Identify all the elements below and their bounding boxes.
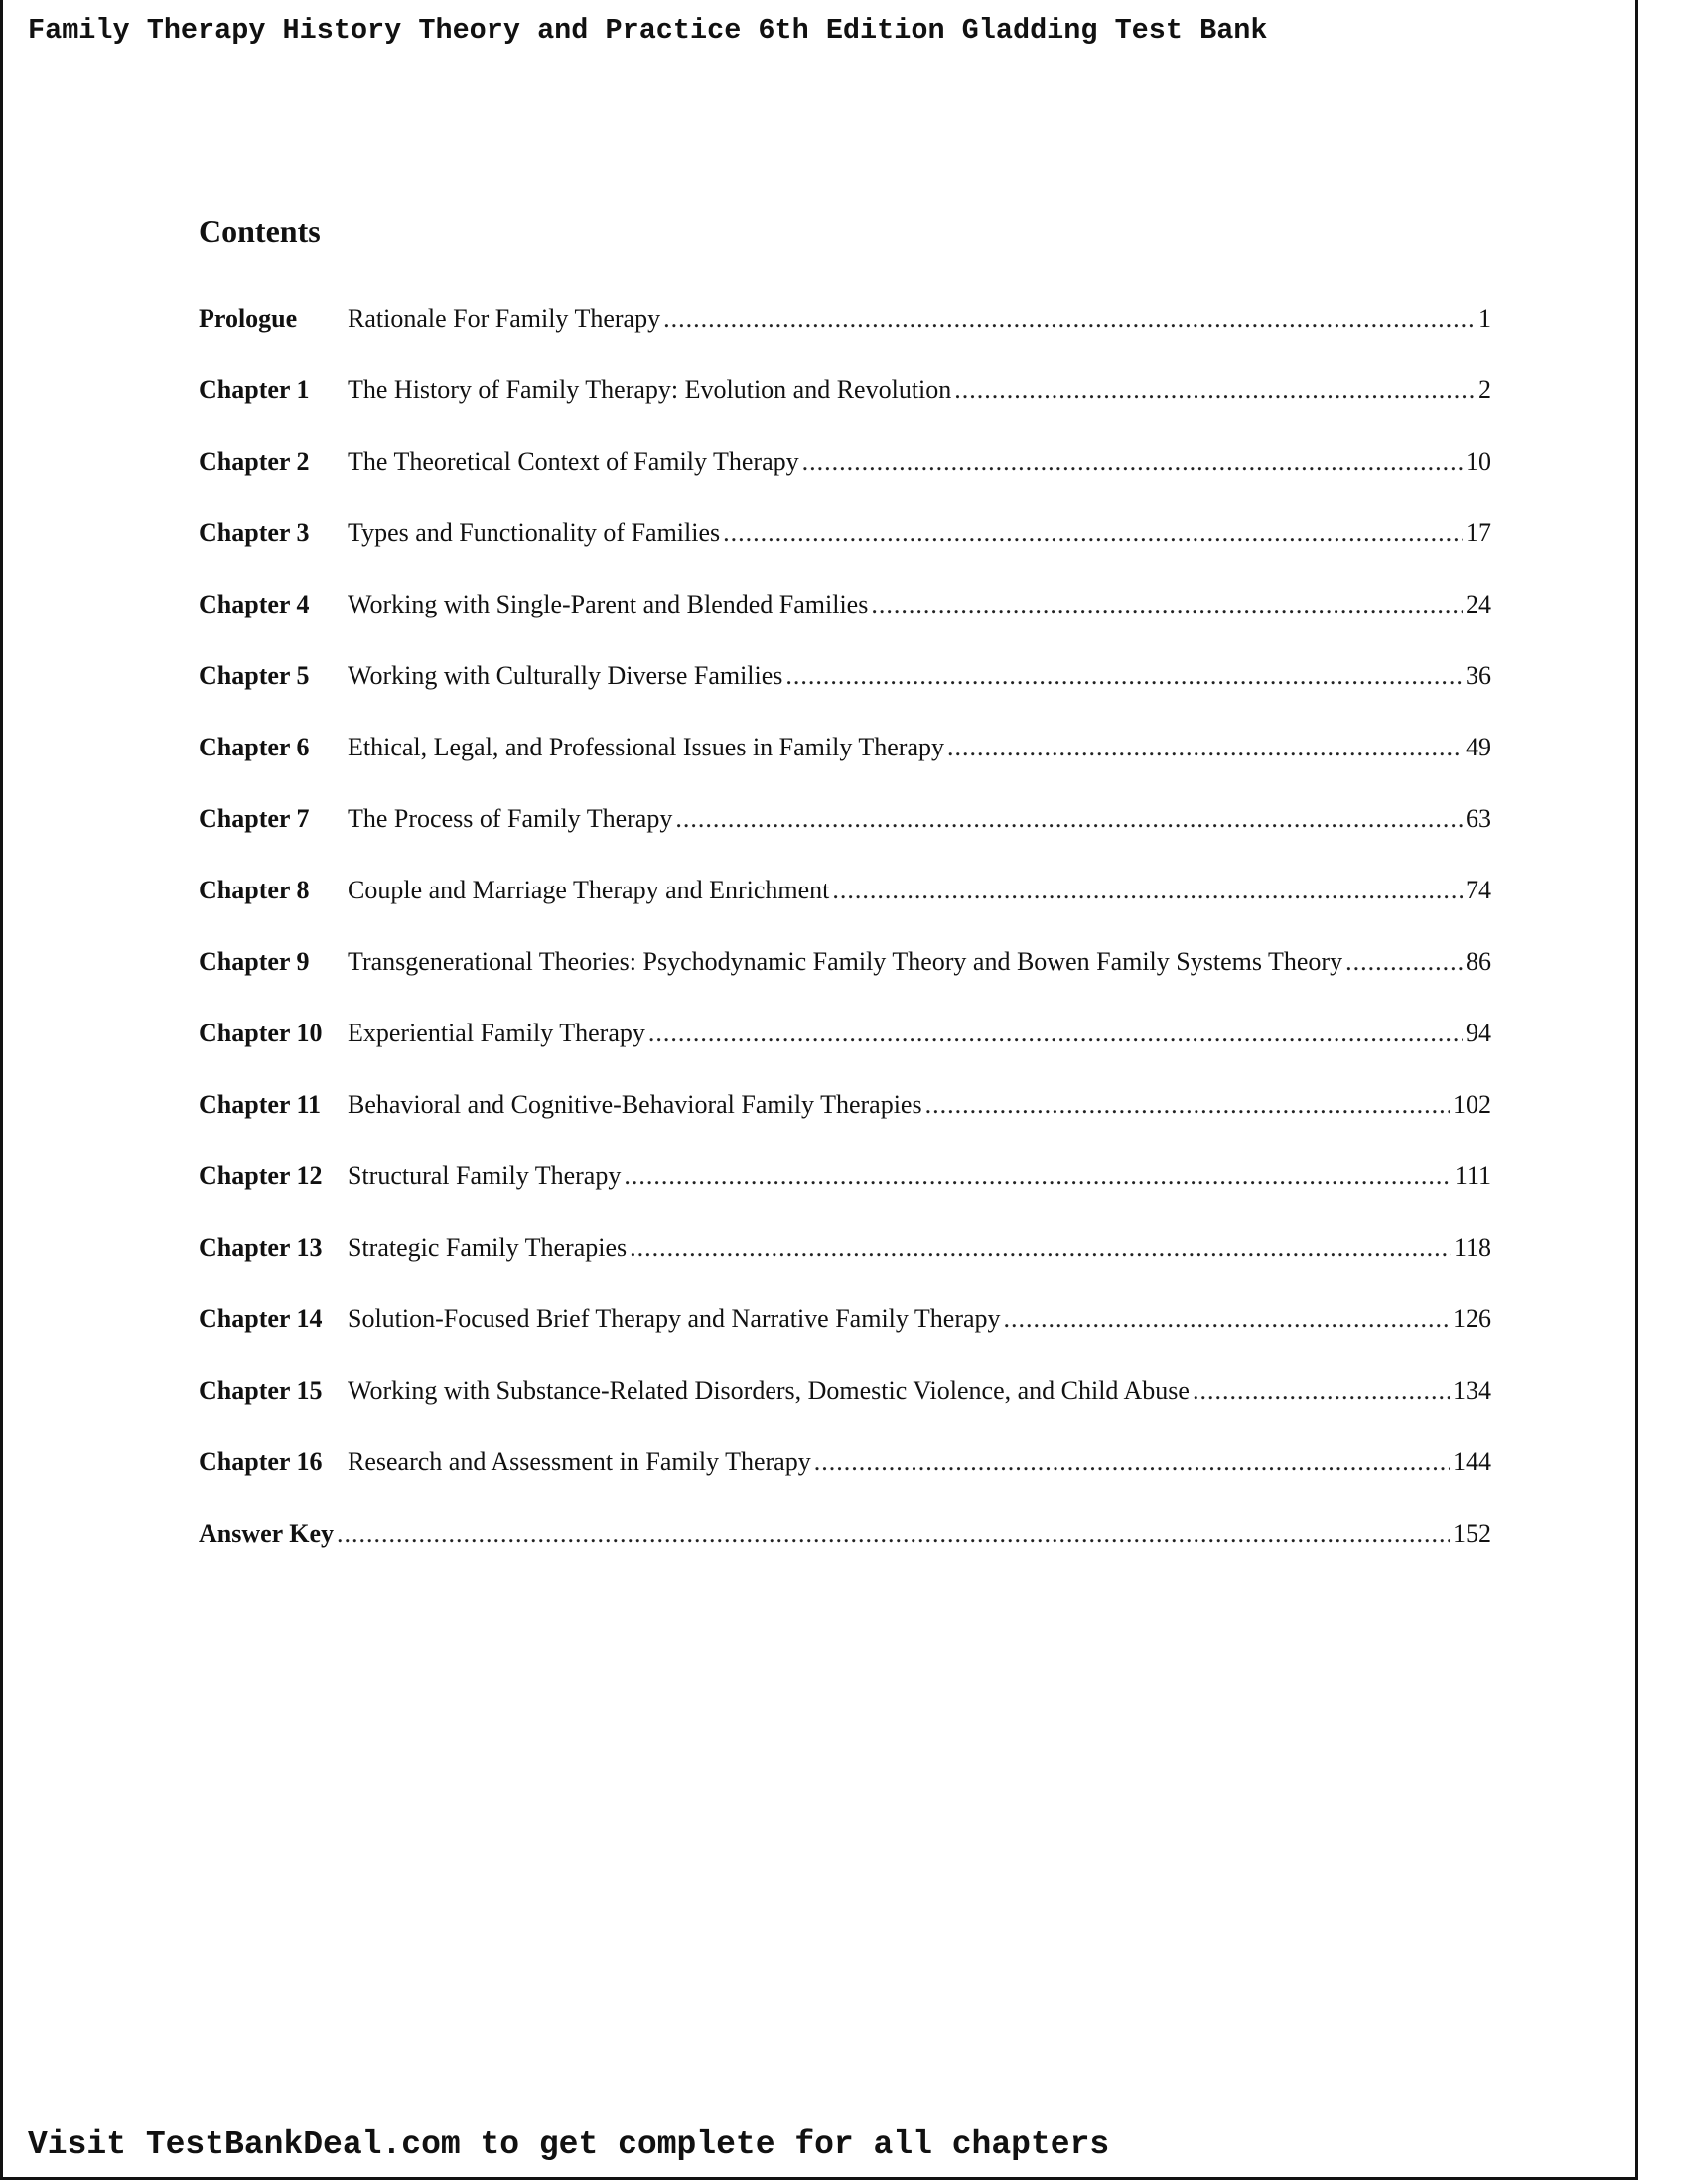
- toc-dot-leader: [1193, 1376, 1450, 1406]
- toc-entry-title: Rationale For Family Therapy: [348, 304, 661, 333]
- toc-dot-leader: [675, 804, 1463, 834]
- toc-entry-page: 86: [1466, 947, 1491, 976]
- toc-entry-title: Research and Assessment in Family Therapy: [348, 1447, 811, 1476]
- toc-entry-title: Working with Culturally Diverse Families: [348, 661, 783, 690]
- toc-entry-page: 118: [1453, 1233, 1491, 1262]
- toc-entry-prologue[interactable]: [199, 304, 1491, 375]
- toc-entry-label: Chapter 7: [199, 804, 310, 833]
- toc-dot-leader: [1345, 947, 1463, 977]
- toc-entry-chapter-11[interactable]: [199, 1090, 1491, 1161]
- toc-entry-title: Ethical, Legal, and Professional Issues in Family Therapy: [348, 733, 944, 761]
- toc-dot-leader: [337, 1519, 1450, 1549]
- toc-entry-page: 102: [1453, 1090, 1491, 1119]
- toc-entry-page: 74: [1466, 876, 1491, 904]
- toc-entry-chapter-5[interactable]: [199, 661, 1491, 733]
- toc-dot-leader: [954, 375, 1476, 405]
- toc-entry-label: Chapter 11: [199, 1090, 322, 1119]
- toc-entry-chapter-3[interactable]: [199, 518, 1491, 590]
- toc-dot-leader: [624, 1161, 1452, 1191]
- toc-entry-page: 94: [1466, 1019, 1491, 1047]
- toc-entry-chapter-8[interactable]: [199, 876, 1491, 947]
- toc-entry-page: 17: [1466, 518, 1491, 547]
- toc-entry-label: Chapter 13: [199, 1233, 323, 1262]
- toc-entry-page: 134: [1453, 1376, 1491, 1405]
- toc-entry-title: Experiential Family Therapy: [348, 1019, 645, 1047]
- toc-entry-title: Working with Single-Parent and Blended Families: [348, 590, 869, 618]
- toc-entry-title: The Theoretical Context of Family Therapy: [348, 447, 799, 476]
- toc-entry-title: Strategic Family Therapies: [348, 1233, 628, 1262]
- toc-entry-label: Chapter 3: [199, 518, 310, 547]
- toc-entry-title: Working with Substance-Related Disorders, Domestic Violence, and Child Abuse: [348, 1376, 1190, 1405]
- toc-entry-page: 111: [1454, 1161, 1491, 1190]
- toc-entry-page: 2: [1478, 375, 1491, 404]
- toc-entry-label: Chapter 12: [199, 1161, 323, 1190]
- toc-entry-label: Chapter 5: [199, 661, 310, 690]
- toc-entry-chapter-4[interactable]: [199, 590, 1491, 661]
- toc-entry-page: 24: [1466, 590, 1491, 618]
- toc-entry-page: 144: [1453, 1447, 1491, 1476]
- toc-entry-chapter-6[interactable]: [199, 733, 1491, 804]
- toc-entry-chapter-1[interactable]: [199, 375, 1491, 447]
- toc-entry-label: Chapter 2: [199, 447, 310, 476]
- toc-entry-label: Chapter 10: [199, 1019, 323, 1047]
- toc-entry-label: Chapter 6: [199, 733, 310, 761]
- toc-entry-chapter-10[interactable]: [199, 1019, 1491, 1090]
- footer-promo-note: Visit TestBankDeal.com to get complete for all chapters: [28, 2126, 1110, 2163]
- toc-dot-leader: [785, 661, 1463, 691]
- toc-entry-page: 152: [1453, 1519, 1491, 1548]
- toc-entry-title: Structural Family Therapy: [348, 1161, 622, 1190]
- toc-entry-label: Chapter 4: [199, 590, 310, 618]
- toc-dot-leader: [723, 518, 1463, 548]
- toc-entry-label: Chapter 16: [199, 1447, 323, 1476]
- toc-entry-page: 1: [1478, 304, 1491, 333]
- toc-entry-title: Behavioral and Cognitive-Behavioral Family Therapies: [348, 1090, 922, 1119]
- toc-entry-chapter-7[interactable]: [199, 804, 1491, 876]
- toc-entry-label: Chapter 1: [199, 375, 310, 404]
- table-of-contents: [199, 304, 1491, 1590]
- toc-dot-leader: [802, 447, 1463, 477]
- toc-entry-title: Solution-Focused Brief Therapy and Narrative Family Therapy: [348, 1304, 1001, 1333]
- toc-entry-chapter-16[interactable]: [199, 1447, 1491, 1519]
- toc-dot-leader: [630, 1233, 1451, 1263]
- toc-entry-chapter-12[interactable]: [199, 1161, 1491, 1233]
- toc-entry-label: Chapter 8: [199, 876, 310, 904]
- toc-dot-leader: [1004, 1304, 1450, 1334]
- toc-entry-title: Types and Functionality of Families: [348, 518, 721, 547]
- toc-dot-leader: [947, 733, 1463, 762]
- toc-entry-chapter-9[interactable]: [199, 947, 1491, 1019]
- toc-entry-page: 49: [1466, 733, 1491, 761]
- toc-dot-leader: [832, 876, 1463, 905]
- toc-entry-label: Answer Key: [199, 1519, 335, 1548]
- toc-entry-page: 63: [1466, 804, 1491, 833]
- toc-dot-leader: [648, 1019, 1463, 1048]
- toc-entry-label: Chapter 9: [199, 947, 310, 976]
- toc-entry-label: Prologue: [199, 304, 298, 333]
- toc-entry-chapter-2[interactable]: [199, 447, 1491, 518]
- toc-entry-title: The Process of Family Therapy: [348, 804, 673, 833]
- toc-entry-label: Chapter 15: [199, 1376, 323, 1405]
- toc-dot-leader: [663, 304, 1476, 334]
- toc-entry-page: 36: [1466, 661, 1491, 690]
- document-header-title: Family Therapy History Theory and Practice 6th Edition Gladding Test Bank: [28, 14, 1268, 47]
- toc-dot-leader: [871, 590, 1463, 619]
- toc-entry-page: 126: [1453, 1304, 1491, 1333]
- toc-entry-chapter-14[interactable]: [199, 1304, 1491, 1376]
- toc-entry-label: Chapter 14: [199, 1304, 323, 1333]
- toc-entry-title: Transgenerational Theories: Psychodynamic Family Theory and Bowen Family Systems Theory: [348, 947, 1343, 976]
- toc-dot-leader: [925, 1090, 1450, 1120]
- toc-entry-title: Couple and Marriage Therapy and Enrichment: [348, 876, 830, 904]
- toc-entry-page: 10: [1466, 447, 1491, 476]
- toc-entry-title: The History of Family Therapy: Evolution and Revolution: [348, 375, 952, 404]
- contents-heading: Contents: [199, 213, 321, 249]
- toc-entry-chapter-13[interactable]: [199, 1233, 1491, 1304]
- toc-entry-answer-key[interactable]: [199, 1519, 1491, 1590]
- toc-dot-leader: [814, 1447, 1450, 1477]
- toc-entry-chapter-15[interactable]: [199, 1376, 1491, 1447]
